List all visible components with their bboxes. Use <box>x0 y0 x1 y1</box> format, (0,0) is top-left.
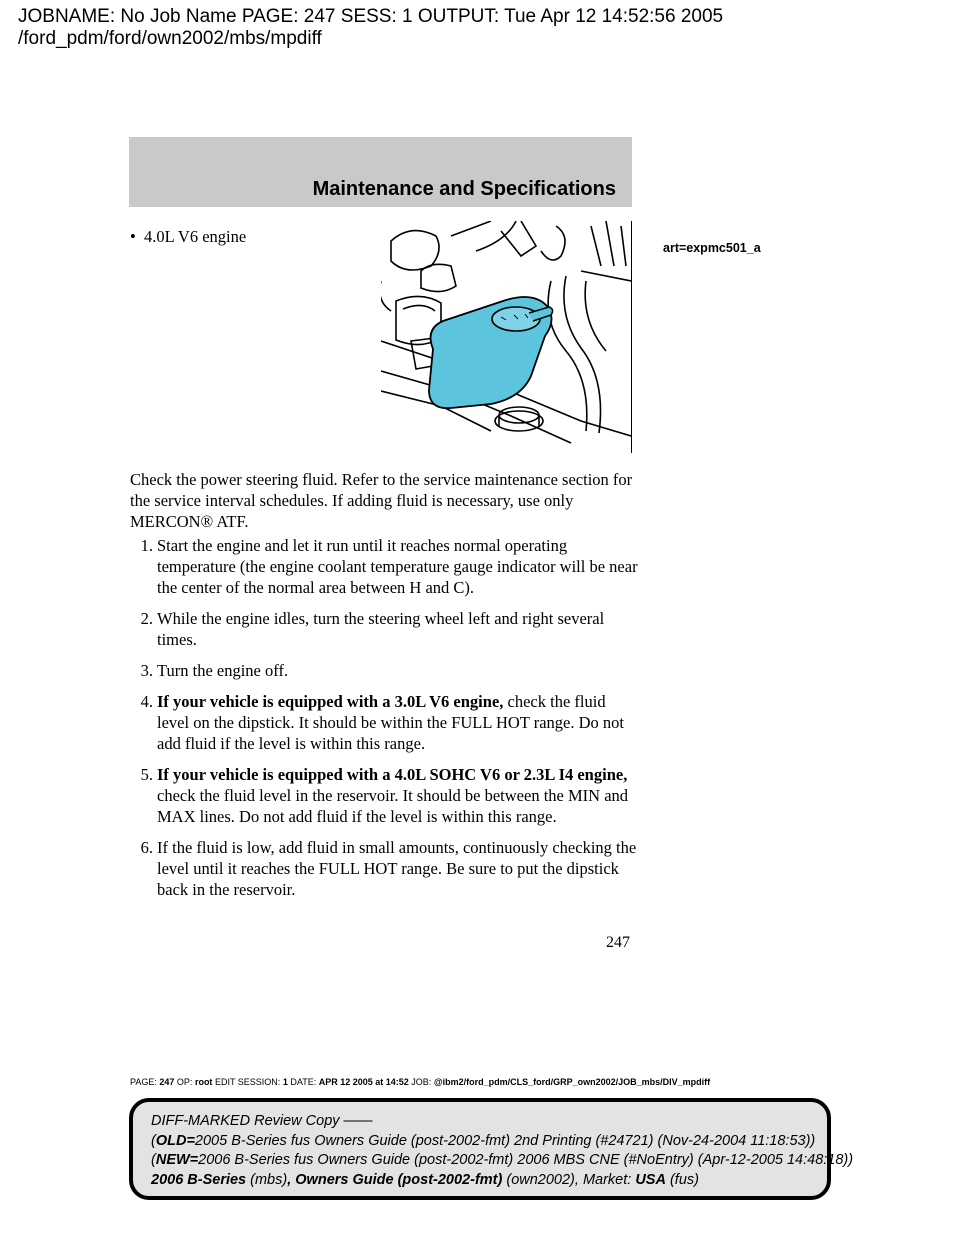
engine-drawing <box>381 221 631 453</box>
step-number: 1. <box>140 536 153 555</box>
step-bold-lead: If your vehicle is equipped with a 3.0L V6 engine, <box>157 692 504 711</box>
diff-old-line: (OLD=2005 B-Series fus Owners Guide (post-2002-fmt) 2nd Printing (#24721) (Nov-24-2004 11:18:53)) <box>151 1132 816 1149</box>
step-text <box>157 837 640 900</box>
diff-new-line: (NEW=2006 B-Series fus Owners Guide (post-2002-fmt) 2006 MBS CNE (#NoEntry) (Apr-12-2005 14:48:18)) <box>151 1152 854 1168</box>
step-body: While the engine idles, turn the steering wheel left and right several times. <box>157 609 605 649</box>
step-body: Turn the engine off. <box>157 661 289 680</box>
market-value: USA <box>635 1171 666 1188</box>
step-text <box>157 691 640 754</box>
step-number: 6. <box>140 838 153 857</box>
section-title: Maintenance and Specifications <box>312 178 616 200</box>
step-text <box>157 764 640 827</box>
step-number: 4. <box>140 692 153 711</box>
step-body: check the fluid level in the reservoir. It should be between the MIN and MAX lines. Do not add fluid if the level is within this range. <box>157 786 629 826</box>
diff-title: DIFF-MARKED Review Copy —— <box>151 1113 373 1129</box>
step-body: Start the engine and let it run until it reaches normal operating temperature (the engine coolant temperature gauge indicator will be near the center of the normal area between H and C). <box>157 536 638 597</box>
intro-paragraph <box>130 469 640 532</box>
page-value: 247 <box>159 1077 175 1087</box>
series-code: (mbs) <box>246 1171 288 1188</box>
step-number: 3. <box>140 661 153 680</box>
page-info-line <box>130 1077 710 1087</box>
bullet-text: 4.0L V6 engine <box>144 227 247 246</box>
reservoir-shape <box>429 297 553 408</box>
job-value: @ibm2/ford_pdm/CLS_ford/GRP_own2002/JOB_mbs/DIV_mpdiff <box>433 1077 711 1087</box>
art-reference: art=expmc501_a <box>663 241 761 255</box>
old-label: OLD= <box>155 1132 195 1149</box>
step-text <box>157 660 640 681</box>
new-value: 2006 B-Series fus Owners Guide (post-2002-fmt) 2006 MBS CNE (#NoEntry) (Apr-12-2005 14:48:18)) <box>198 1152 854 1168</box>
session-value: 1 <box>282 1077 288 1087</box>
new-label: NEW= <box>155 1152 199 1168</box>
bullet-marker: • <box>130 227 136 246</box>
step-item <box>130 535 640 598</box>
step-bold-lead: If your vehicle is equipped with a 4.0L SOHC V6 or 2.3L I4 engine, <box>157 765 628 784</box>
step-item <box>130 660 640 681</box>
step-item <box>130 764 640 827</box>
intro-text: Check the power steering fluid. Refer to the service maintenance section for the service interval schedules. If adding fluid is necessary, use only MERCON® ATF. <box>130 470 633 531</box>
step-item <box>130 837 640 900</box>
section-header <box>129 137 632 207</box>
engine-bullet <box>130 226 246 247</box>
step-number: 5. <box>140 765 153 784</box>
op-value: root <box>194 1077 213 1087</box>
series-name: 2006 B-Series <box>151 1171 247 1188</box>
engine-illustration <box>381 221 632 453</box>
job-label: JOB: <box>411 1077 432 1087</box>
step-item <box>130 691 640 754</box>
job-header-line: JOBNAME: No Job Name PAGE: 247 SESS: 1 OUTPUT: Tue Apr 12 14:52:56 2005 <box>18 6 724 27</box>
date-value: APR 12 2005 at 14:52 <box>318 1077 409 1087</box>
session-label: EDIT SESSION: <box>214 1077 281 1087</box>
old-value: 2005 B-Series fus Owners Guide (post-2002-fmt) 2nd Printing (#24721) (Nov-24-2004 11:18:53)) <box>194 1132 816 1149</box>
diff-summary-line <box>151 1171 809 1191</box>
page-label: PAGE: <box>130 1077 157 1087</box>
step-body: If the fluid is low, add fluid in small amounts, continuously checking the level until it reaches the FULL HOT range. Be sure to put the dipstick back in the reservoir. <box>157 838 637 899</box>
diff-review-box <box>129 1098 854 1200</box>
step-item <box>130 608 640 650</box>
step-text <box>157 535 640 598</box>
guide-name: , Owners Guide (post-2002-fmt) <box>287 1171 503 1188</box>
job-path-line: /ford_pdm/ford/own2002/mbs/mpdiff <box>18 28 322 49</box>
market-label: , Market: <box>574 1171 636 1188</box>
page-number: 247 <box>606 934 630 951</box>
step-text <box>157 608 640 650</box>
step-body: check the fluid level on the dipstick. It should be within the FULL HOT range. Do not add fluid if the level is within this range. <box>157 692 624 753</box>
step-number: 2. <box>140 609 153 628</box>
guide-code: (own2002) <box>502 1171 575 1188</box>
op-label: OP: <box>176 1077 193 1087</box>
procedure-steps <box>130 535 640 910</box>
market-code: (fus) <box>665 1171 699 1188</box>
date-label: DATE: <box>290 1077 317 1087</box>
